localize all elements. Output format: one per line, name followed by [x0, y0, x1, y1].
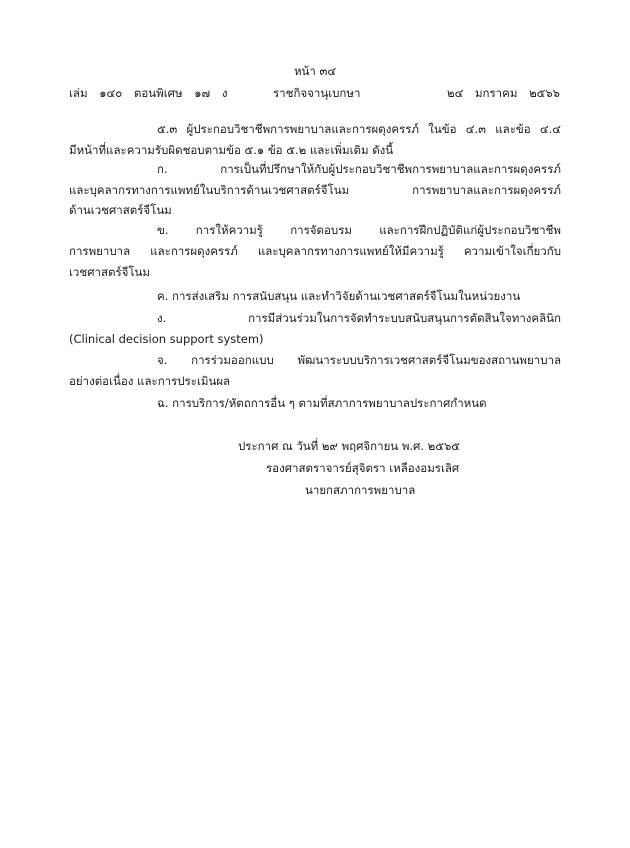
special-section-label: ตอนพิเศษ — [133, 86, 183, 100]
publication-name: ราชกิจจานุเบกษา — [273, 86, 361, 100]
item-b-line-2: การพยาบาล และการผดุงครรภ์ และบุคลากรทางการแพทย์ให้มีความรู้ ความเข้าใจเกี่ยวกับ — [69, 244, 561, 258]
section-number: ๑๗ — [194, 86, 211, 100]
announcement-date: ประกาศ ณ วันที่ ๒๙ พฤศจิกายน พ.ศ. ๒๕๖๕ — [238, 439, 460, 453]
signatory-title: นายกสภาการพยาบาล — [305, 483, 416, 497]
item-e-line-2: อย่างต่อเนื่อง และการประเมินผล — [69, 374, 231, 388]
item-d-line-1: ง. การมีส่วนร่วมในการจัดทำระบบสนับสนุนการตัดสินใจทางคลินิก — [157, 311, 561, 325]
clause-5-3-line-2: มีหน้าที่และความรับผิดชอบตามข้อ ๕.๑ ข้อ ๕.๒ และเพิ่มเติม ดังนี้ — [69, 143, 394, 157]
item-d-line-2: (Clinical decision support system) — [69, 332, 264, 346]
date-day: ๒๔ — [447, 86, 464, 100]
item-a-line-3: ด้านเวชศาสตร์จีโนม — [69, 203, 172, 217]
page-number — [0, 64, 630, 78]
item-b-line-1: ข. การให้ความรู้ การจัดอบรม และการฝึกปฏิบัติแก่ผู้ประกอบวิชาชีพ — [157, 223, 561, 237]
date-year: ๒๕๖๖ — [529, 86, 560, 100]
page-number-text: หน้า ๓๔ — [293, 64, 337, 78]
item-e-line-1: จ. การร่วมออกแบบ พัฒนาระบบบริการเวชศาสตร์จีโนมของสถานพยาบาล — [157, 353, 561, 367]
volume-label: เล่ม — [69, 86, 88, 100]
volume-number: ๑๔๐ — [99, 86, 123, 100]
clause-5-3-line-1: ๕.๓ ผู้ประกอบวิชาชีพการพยาบาลและการผดุงครรภ์ ในข้อ ๔.๓ และข้อ ๔.๔ — [157, 122, 561, 136]
item-b-line-3: เวชศาสตร์จีโนม — [69, 265, 150, 279]
item-c-line-1: ค. การส่งเสริม การสนับสนุน และทำวิจัยด้านเวชศาสตร์จีโนมในหน่วยงาน — [157, 289, 521, 303]
item-f-line-1: ฉ. การบริการ/หัตถการอื่น ๆ ตามที่สภาการพยาบาลประกาศกำหนด — [157, 396, 487, 410]
signatory-name: รองศาสตราจารย์สุจิตรา เหลืองอมรเลิศ — [266, 461, 460, 475]
date-month: มกราคม — [474, 86, 518, 100]
section-letter: ง — [221, 86, 228, 100]
gazette-volume-info — [69, 86, 235, 100]
item-a-line-2: และบุคลากรทางการแพทย์ในบริการด้านเวชศาสตร์จีโนม การพยาบาลและการผดุงครรภ์ — [69, 183, 561, 197]
publication-date — [447, 86, 560, 100]
item-a-line-1: ก. การเป็นที่ปรึกษาให้กับผู้ประกอบวิชาชีพการพยาบาลและการผดุงครรภ์ — [157, 162, 561, 176]
